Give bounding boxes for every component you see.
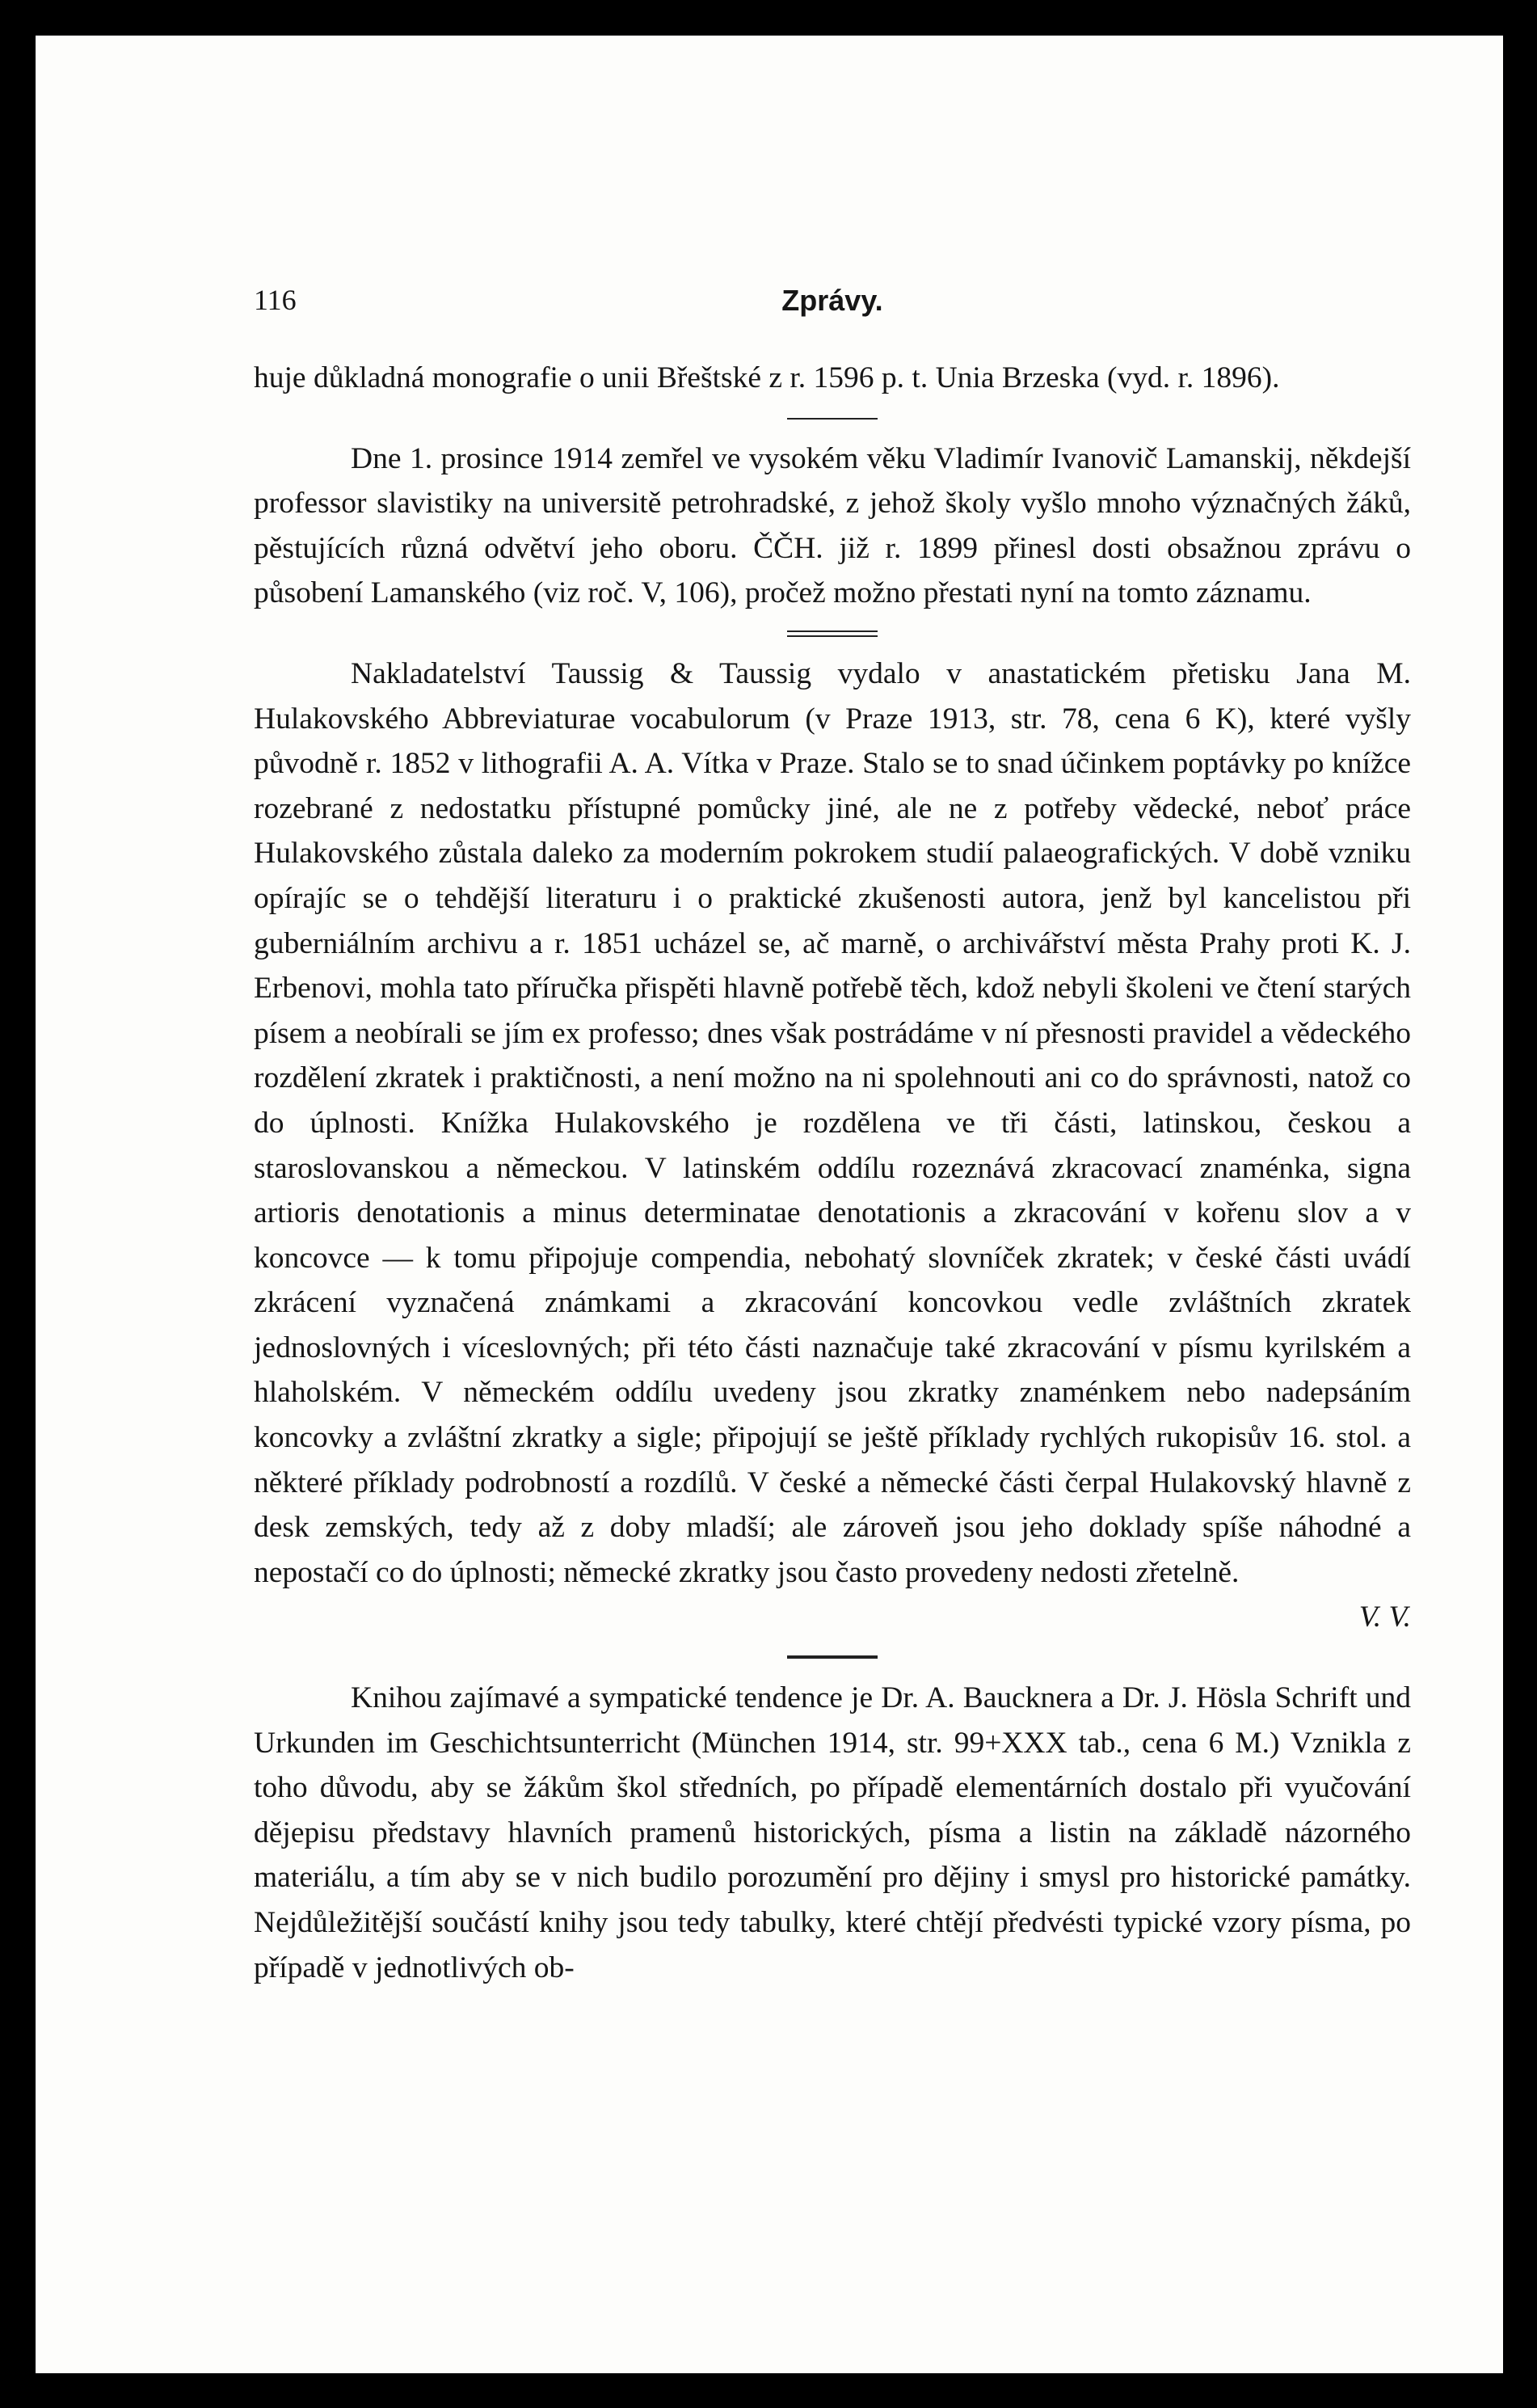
paragraph-lamanskij: Dne 1. prosince 1914 zemřel ve vysokém věku Vladimír Ivanovič Lamanskij, někdejší professor slavistiky na universitě petrohradské, z jehož školy vyšlo mnoho význačných žáků, pěstujících různá odvětví jeho oboru. ČČH. již r. 1899 přinesl dosti obsažnou zprávu o působení Lamanského (viz roč. V, 106), pročež možno přestati nyní na tomto záznamu. — [254, 441, 1411, 610]
page-content — [254, 278, 1411, 1990]
paragraph-continuation: huje důkladná monografie o unii Břeštské z r. 1596 p. t. Unia Brzeska (vyd. r. 1896). — [254, 361, 1280, 394]
scanned-page — [36, 36, 1503, 2373]
page-header — [254, 278, 1411, 323]
running-head: Zprávy. — [781, 284, 883, 317]
separator-rule — [787, 413, 878, 424]
paragraph-hulakovsky: Nakladatelství Taussig & Taussig vydalo v anastatickém přetisku Jana M. Hulakovského Abbreviaturae vocabulorum (v Praze 1913, str. 78, cena 6 K), které vyšly původně r. 1852 v lithografii A. A. Vítka v Praze. Stalo se to snad účinkem poptávky po knížce rozebrané z nedostatku přístupné pomůcky jiné, ale ne z potřeby vědecké, neboť práce Hulakovského zůstala daleko za moderním pokrokem studií palaeografických. V době vzniku opírajíc se o tehdější literaturu i o praktické zkušenosti autora, jenž byl kancelistou při guberniálním archivu a r. 1851 ucházel se, ač marně, o archivářství města Prahy proti K. J. Erbenovi, mohla tato příručka přispěti hlavně potřebě těch, kdož nebyli školeni ve čtení starých písem a neobírali se jím ex professo; dnes však postrádáme v ní přesnosti pravidel a vědeckého rozdělení zkratek i praktičnosti, a není možno na ni spolehnouti ani co do správnosti, natož co do úplnosti. Knížka Hulakovského je rozdělena ve tři části, latinskou, českou a staroslovanskou a německou. V latinském oddílu rozeznává zkracovací znaménka, signa artioris denotationis a minus determinatae denotationis a zkracování v kořenu slov a v koncovce — k tomu připojuje compendia, nebohatý slovníček zkratek; v české části uvádí zkrácení vyznačená známkami a zkracování koncovkou vedle zvláštních zkratek jednoslovných i víceslovných; při této části naznačuje také zkracování v písmu kyrilském a hlaholském. V německém oddílu uvedeny jsou zkratky znaménkem nebo nadepsáním koncovky a zvláštní zkratky a sigle; připojují se ještě příklady rychlých rukopisův 16. stol. a některé příklady podrobností a rozdílů. V české a německé části čerpal Hulakovský hlavně z desk zemských, tedy až z doby mladší; ale zároveň jsou jeho doklady spíše náhodné a nepostačí co do úplnosti; německé zkratky jsou často provedeny nedosti zřetelně. — [254, 656, 1411, 1589]
signature-line — [254, 1595, 1411, 1640]
author-signature: V. V. — [1358, 1600, 1411, 1634]
page-number: 116 — [254, 284, 297, 316]
paragraph-bauckner: Knihou zajímavé a sympatické tendence je Dr. A. Baucknera a Dr. J. Hösla Schrift und Urkunden im Geschichtsunterricht (München 1914, str. 99+XXX tab., cena 6 M.) Vznikla z toho důvodu, aby se žákům škol středních, po případě elementárních dostalo při vyučování dějepisu představy hlavních pramenů historických, písma a listin na základě názorného materiálu, a tím aby se v nich budilo porozumění pro dějiny i smysl pro historické památky. Nejdůležitější součástí knihy jsou tedy tabulky, které chtějí předvésti typické vzory písma, po případě v jednotlivých ob- — [254, 1681, 1411, 1984]
separator-thick-rule — [787, 1652, 878, 1664]
separator-double-rule — [787, 628, 878, 639]
